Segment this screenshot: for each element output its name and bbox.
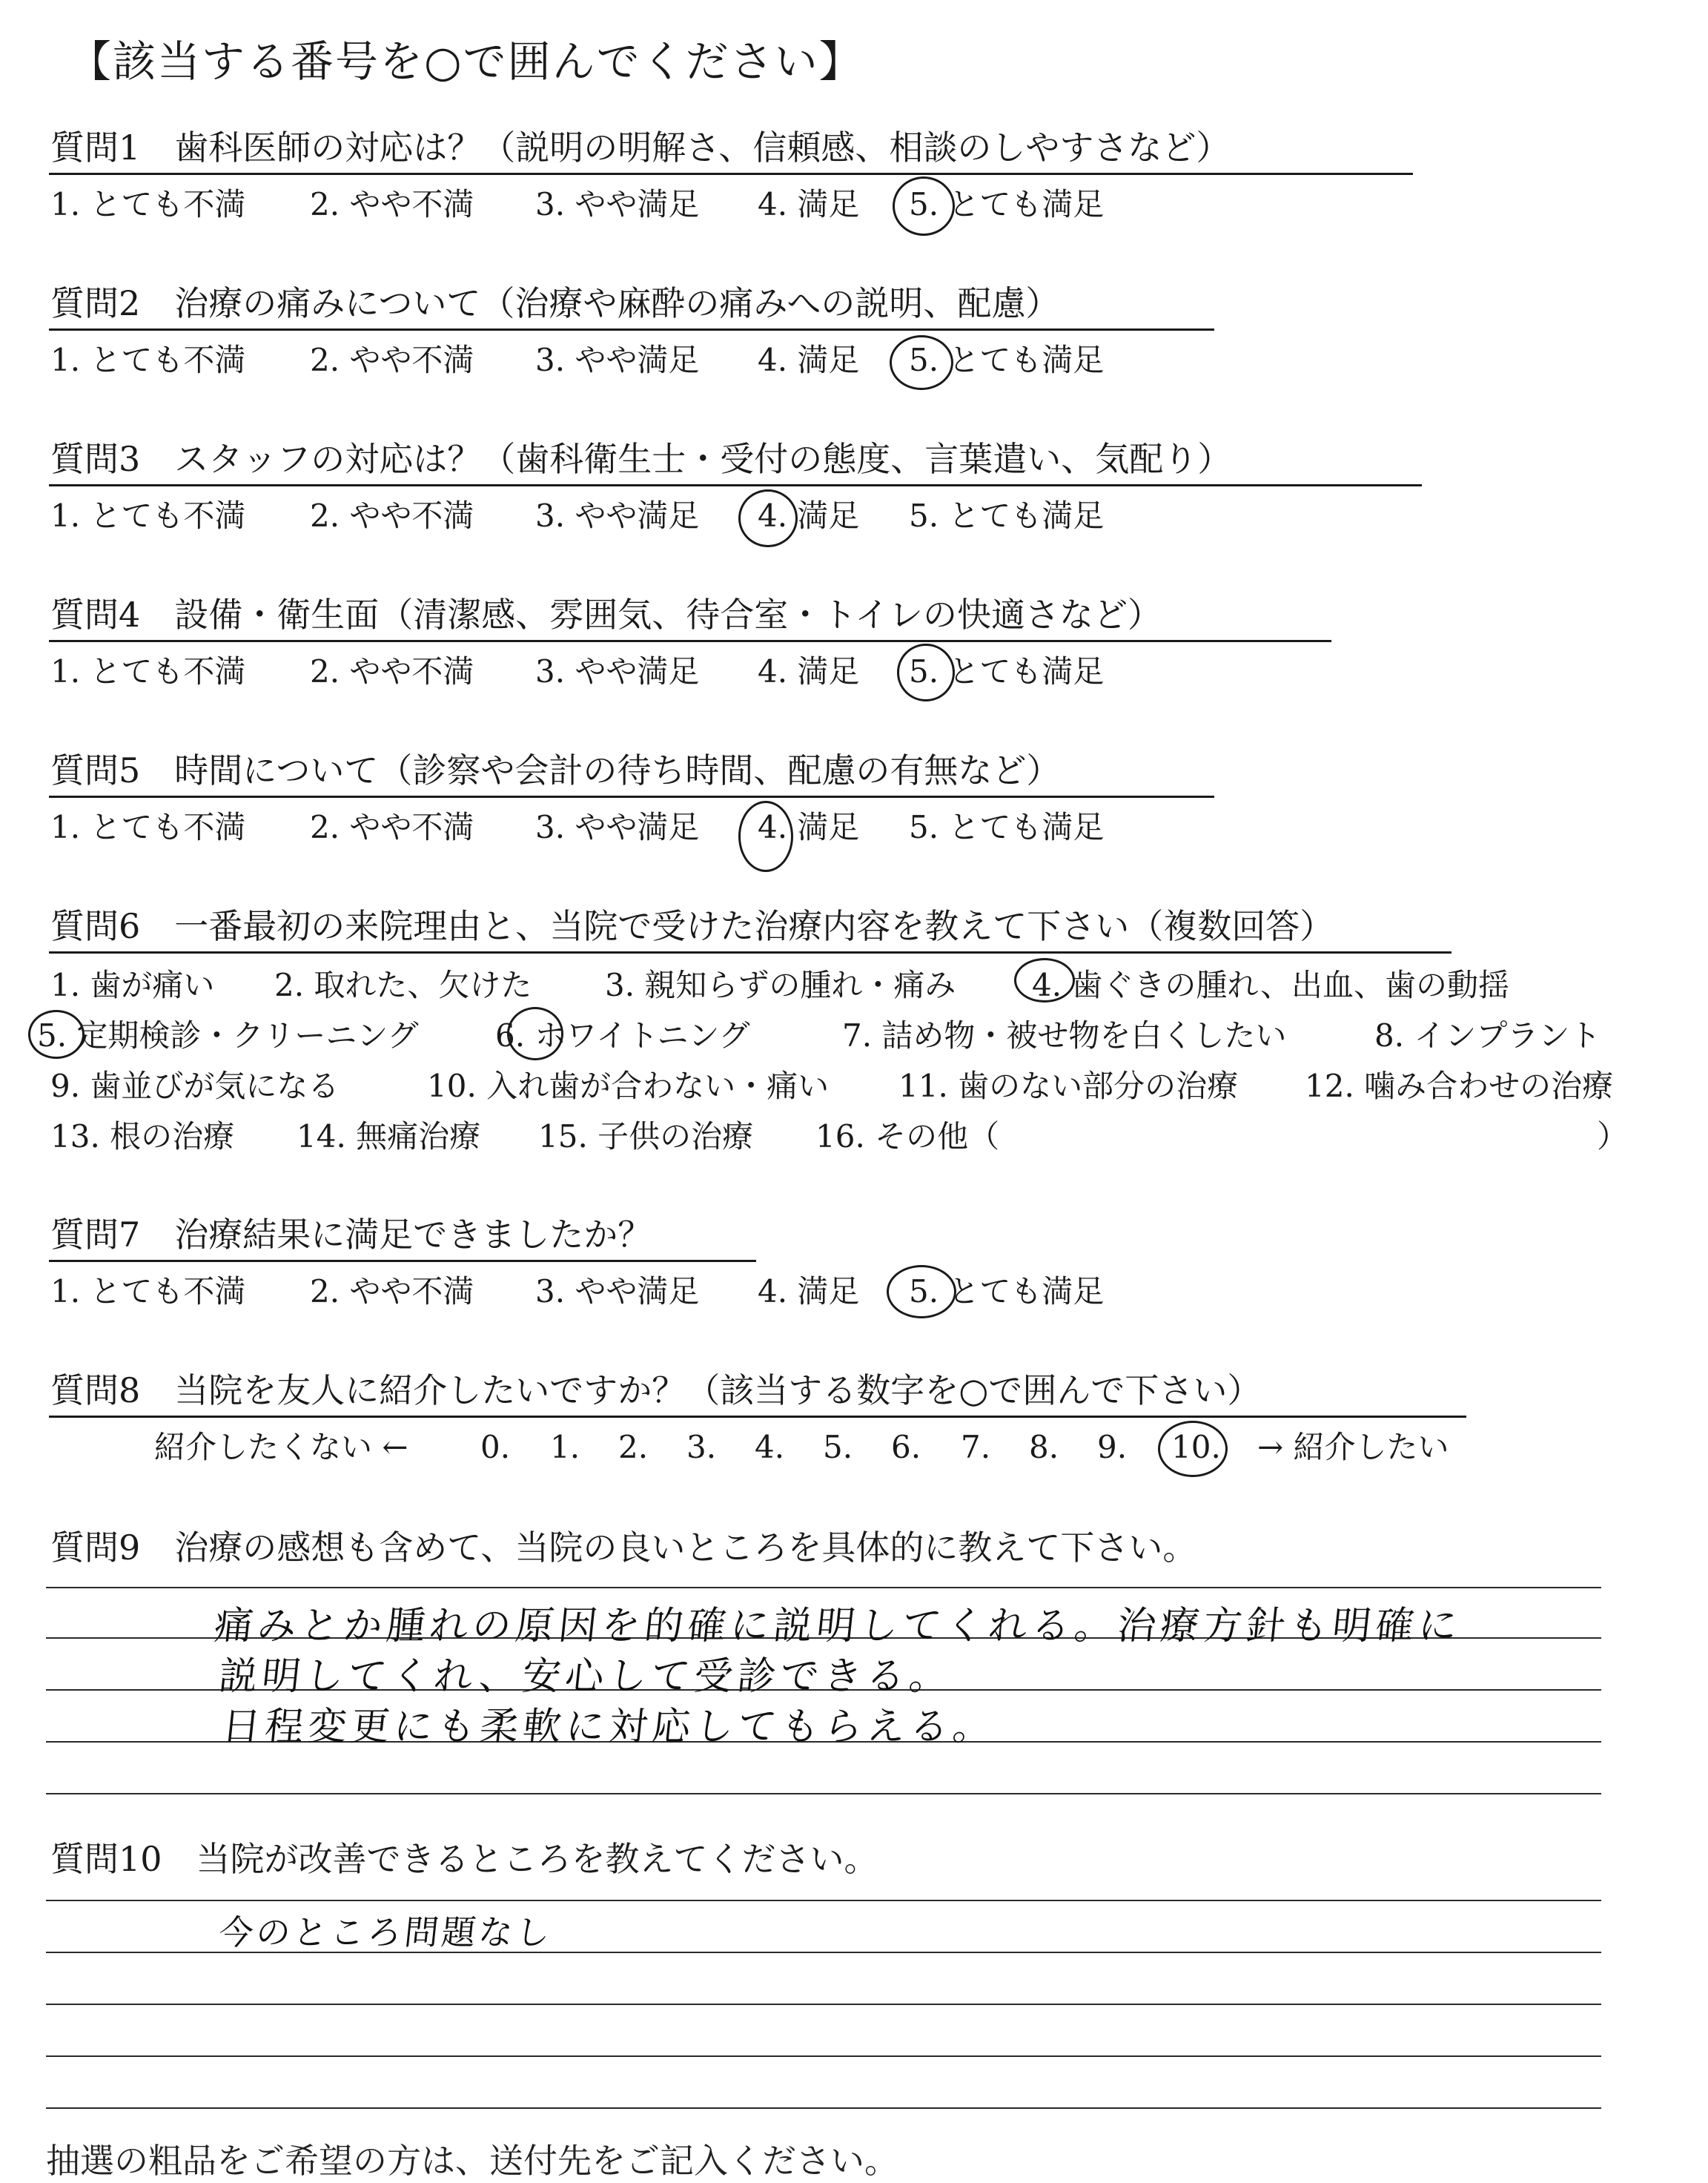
q5-option-4[interactable]: 4. 満足: [758, 809, 860, 845]
q6-option-10[interactable]: 10. 入れ歯が合わない・痛い: [427, 1068, 830, 1104]
q6-option-15[interactable]: 15. 子供の治療: [538, 1118, 754, 1155]
question-6-underline: [49, 951, 1452, 954]
question-6-options: [0, 964, 1708, 1186]
question-5-label: 質問5 時間について（診察や会計の待ち時間、配慮の有無など）: [50, 750, 1061, 790]
question-9-label: 質問9 治療の感想も含めて、当院の良いところを具体的に教えて下さい。: [50, 1528, 1197, 1568]
q8-number-6[interactable]: 6.: [891, 1429, 921, 1465]
question-4-options: [0, 653, 1708, 693]
q6-option-2[interactable]: 2. 取れた、欠けた: [274, 967, 532, 1003]
q3-option-3[interactable]: 3. やや満足: [535, 498, 700, 534]
question-7-underline: [49, 1260, 756, 1262]
q8-left-label: 紹介したくない ←: [154, 1429, 408, 1465]
q6-option-14[interactable]: 14. 無痛治療: [297, 1118, 481, 1155]
q1-option-2[interactable]: 2. やや不満: [310, 186, 474, 222]
q10-answer-line-1: [46, 1900, 1601, 1901]
q9-handwritten-line-3: 日程変更にも柔軟に対応してもらえる。: [219, 1705, 999, 1749]
q2-option-1[interactable]: 1. とても不満: [50, 342, 246, 378]
q3-option-2[interactable]: 2. やや不満: [310, 498, 474, 534]
q1-option-1[interactable]: 1. とても不満: [50, 186, 246, 222]
q5-option-2[interactable]: 2. やや不満: [310, 809, 474, 845]
q6-option-7[interactable]: 7. 詰め物・被せ物を白くしたい: [842, 1017, 1287, 1054]
q6-option-16-close-paren: ）: [1597, 1118, 1629, 1155]
q1-option-4[interactable]: 4. 満足: [758, 186, 860, 222]
q10-answer-line-5: [46, 2107, 1601, 2109]
q8-number-2[interactable]: 2.: [618, 1429, 649, 1465]
q4-option-5[interactable]: 5. とても満足: [909, 653, 1105, 690]
q8-number-4[interactable]: 4.: [755, 1429, 785, 1465]
q3-option-5[interactable]: 5. とても満足: [909, 498, 1105, 534]
footer-note: 抽選の粗品をご希望の方は、送付先をご記入ください。: [46, 2141, 898, 2181]
q7-option-2[interactable]: 2. やや不満: [310, 1273, 474, 1310]
q6-option-4[interactable]: 4. 歯ぐきの腫れ、出血、歯の動揺: [1032, 967, 1509, 1003]
question-8-scale: [0, 1429, 1708, 1469]
question-1-options: [0, 186, 1708, 226]
q6-option-5[interactable]: 5. 定期検診・クリーニング: [37, 1017, 419, 1054]
question-1-underline: [49, 173, 1413, 175]
q10-handwritten-line-1: 今のところ問題なし: [216, 1912, 555, 1952]
q2-option-4[interactable]: 4. 満足: [758, 342, 860, 378]
question-3-underline: [49, 484, 1422, 486]
question-4-label: 質問4 設備・衛生面（清潔感、雰囲気、待合室・トイレの快適さなど）: [50, 595, 1162, 635]
q9-handwritten-line-2: 説明してくれ、安心して受診できる。: [216, 1654, 955, 1699]
question-3-label: 質問3 スタッフの対応は？（歯科衛生士・受付の態度、言葉遣い、気配り）: [50, 439, 1232, 479]
question-3-options: [0, 498, 1708, 538]
q6-option-1[interactable]: 1. 歯が痛い: [50, 967, 215, 1003]
question-2-label: 質問2 治療の痛みについて（治療や麻酔の痛みへの説明、配慮）: [50, 283, 1060, 323]
q8-number-0[interactable]: 0.: [480, 1429, 511, 1465]
q8-number-10[interactable]: 10.: [1171, 1429, 1221, 1465]
question-10-label: 質問10 当院が改善できるところを教えてください。: [50, 1839, 878, 1879]
q4-option-2[interactable]: 2. やや不満: [310, 653, 474, 690]
q3-option-4[interactable]: 4. 満足: [758, 498, 860, 534]
q5-option-5[interactable]: 5. とても満足: [909, 809, 1105, 845]
q9-answer-line-5: [46, 1793, 1601, 1794]
q1-option-5[interactable]: 5. とても満足: [909, 186, 1105, 222]
q4-option-1[interactable]: 1. とても不満: [50, 653, 246, 690]
q6-option-16[interactable]: 16. その他（: [815, 1118, 1000, 1155]
q8-number-9[interactable]: 9.: [1097, 1429, 1128, 1465]
q6-option-3[interactable]: 3. 親知らずの腫れ・痛み: [605, 967, 956, 1003]
q6-option-9[interactable]: 9. 歯並びが気になる: [50, 1068, 340, 1104]
q8-number-1[interactable]: 1.: [550, 1429, 580, 1465]
q5-option-3[interactable]: 3. やや満足: [535, 809, 700, 845]
q6-option-6[interactable]: 6. ホワイトニング: [495, 1017, 750, 1054]
q6-option-8[interactable]: 8. インプラント: [1374, 1017, 1601, 1054]
q10-answer-line-4: [46, 2055, 1601, 2057]
q7-option-3[interactable]: 3. やや満足: [535, 1273, 700, 1310]
question-1-label: 質問1 歯科医師の対応は？（説明の明解さ、信頼感、相談のしやすさなど）: [50, 128, 1231, 168]
question-7-options: [0, 1273, 1708, 1313]
q7-option-5[interactable]: 5. とても満足: [909, 1273, 1105, 1310]
q8-right-label: → 紹介したい: [1257, 1429, 1449, 1465]
q1-option-3[interactable]: 3. やや満足: [535, 186, 700, 222]
q9-handwritten-line-1: 痛みとか腫れの原因を的確に説明してくれる。治療方針も明確に: [212, 1604, 1464, 1648]
q8-number-5[interactable]: 5.: [823, 1429, 853, 1465]
q4-option-3[interactable]: 3. やや満足: [535, 653, 700, 690]
q6-option-11[interactable]: 11. 歯のない部分の治療: [898, 1068, 1239, 1104]
question-8-underline: [49, 1416, 1466, 1418]
question-2-underline: [49, 328, 1214, 331]
q6-option-12[interactable]: 12. 噛み合わせの治療: [1305, 1068, 1614, 1104]
q8-number-8[interactable]: 8.: [1029, 1429, 1059, 1465]
question-7-label: 質問7 治療結果に満足できましたか？: [50, 1215, 652, 1255]
q8-number-3[interactable]: 3.: [686, 1429, 717, 1465]
question-8-label: 質問8 当院を友人に紹介したいですか？（該当する数字を○で囲んで下さい）: [50, 1370, 1262, 1410]
q2-option-3[interactable]: 3. やや満足: [535, 342, 700, 378]
question-4-underline: [49, 640, 1331, 642]
q6-option-13[interactable]: 13. 根の治療: [50, 1118, 235, 1155]
question-2-options: [0, 342, 1708, 382]
q10-answer-line-3: [46, 2004, 1601, 2005]
q3-option-1[interactable]: 1. とても不満: [50, 498, 246, 534]
page-title: 【該当する番号を○で囲んでください】: [68, 36, 864, 87]
q5-option-1[interactable]: 1. とても不満: [50, 809, 246, 845]
q7-option-4[interactable]: 4. 満足: [758, 1273, 860, 1310]
question-5-underline: [49, 796, 1214, 798]
q9-answer-line-1: [46, 1587, 1601, 1588]
question-6-label: 質問6 一番最初の来院理由と、当院で受けた治療内容を教えて下さい（複数回答）: [50, 906, 1334, 946]
q4-option-4[interactable]: 4. 満足: [758, 653, 860, 690]
q2-option-2[interactable]: 2. やや不満: [310, 342, 474, 378]
question-5-options: [0, 809, 1708, 849]
q8-number-7[interactable]: 7.: [961, 1429, 991, 1465]
q7-option-1[interactable]: 1. とても不満: [50, 1273, 246, 1310]
q2-option-5[interactable]: 5. とても満足: [909, 342, 1105, 378]
